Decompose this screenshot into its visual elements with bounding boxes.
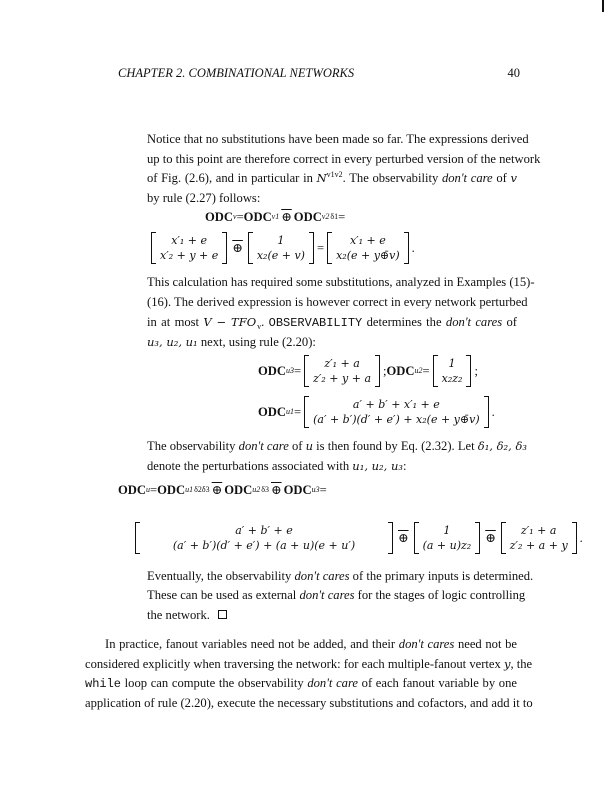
text-run: determines the <box>362 315 446 329</box>
matrix <box>501 522 577 554</box>
text-run: need not be <box>454 637 517 651</box>
text-run: = <box>294 405 302 419</box>
text-run: The observability <box>147 439 239 453</box>
text-line <box>147 607 517 623</box>
text-line <box>85 675 517 691</box>
text-line <box>147 334 517 350</box>
text-run-tt: while <box>85 677 122 691</box>
text-run: = <box>236 210 244 224</box>
text-run-m: δ₁, δ₂, δ₃ <box>477 439 527 453</box>
text-run: Eventually, the observability <box>147 569 295 583</box>
text-run: : <box>402 459 407 473</box>
matrix-entry: x′₁ + e <box>349 234 386 247</box>
matrix <box>248 232 314 264</box>
equation: ODC u = ODC u1 δ2δ3 ⊕ ODC u2 δ3 ⊕ ODC u3 = <box>118 483 327 497</box>
matrix-entry: z′₁ + a <box>324 357 360 370</box>
text-run-m: u <box>305 439 314 453</box>
text-line <box>147 314 517 330</box>
text-run-sub: v <box>257 322 262 331</box>
matrix-entry: z′₁ + a <box>520 524 557 537</box>
text-run: = <box>316 241 325 255</box>
text-run-sup: v1v2 <box>326 170 343 179</box>
text-run: in at most <box>147 315 204 329</box>
qed-square-icon <box>218 610 227 619</box>
text-run-m: u₁, u₂, u₃ <box>352 459 403 473</box>
text-line <box>105 636 517 652</box>
text-run: , the <box>510 657 533 671</box>
text-line <box>147 151 541 167</box>
matrix-entry: x′₂ + y + e <box>160 249 219 262</box>
matrix <box>433 355 472 387</box>
text-run: . The observability <box>342 171 442 185</box>
text-run: of <box>288 439 306 453</box>
text-line <box>147 458 517 474</box>
text-run: . <box>579 531 583 545</box>
text-run: considered explicitly when traversing the network: for each multiple-fanout vertex <box>85 657 504 671</box>
equation <box>132 522 583 554</box>
text-run: of Fig. (2.6), and in particular in <box>147 171 317 185</box>
text-line <box>147 568 534 584</box>
text-run-i: don't care <box>238 439 289 453</box>
text-line <box>147 170 517 186</box>
text-run: (16). The derived expression is however correct in every network perturbed <box>147 295 528 309</box>
matrix-entry: a′ + b′ + x′₁ + e <box>352 398 440 411</box>
text-run-xnor: ⊕ <box>281 210 292 224</box>
text-run: up to this point are therefore correct in every perturbed version of the network <box>147 152 541 166</box>
text-run-i: don't cares <box>445 315 503 329</box>
equation: ODC u3 = z′₁ + a z′₂ + y + a ; ODC u2 = 1 x₂z₂ ; <box>258 357 478 385</box>
text-line <box>85 656 533 672</box>
text-run: In practice, fanout variables need not be added, and their <box>105 637 399 651</box>
text-run-xnor: ⊕ <box>232 241 243 255</box>
text-run-xnor: ⊕ <box>271 483 282 497</box>
text-run: These can be used as external <box>147 588 300 602</box>
math-operator: ODC <box>157 483 186 497</box>
text-run: next, using rule (2.20): <box>197 335 316 349</box>
text-run: the network. <box>147 608 210 622</box>
text-run: . <box>491 405 495 419</box>
text-run: of <box>492 171 511 185</box>
matrix-entry: x₂z₂ <box>441 372 463 385</box>
matrix-entry: z′₂ + a + y <box>509 539 568 552</box>
matrix <box>304 355 380 387</box>
matrix-entry: (a′ + b′)(d′ + e′) + (a + u)(e + u′) <box>172 539 356 552</box>
text-run-i: don't care <box>441 171 493 185</box>
text-run: by rule (2.27) follows: <box>147 191 261 205</box>
equation: ODC u1 = a′ + b′ + x′₁ + e (a′ + b′)(d′ + e′) + x₂(e + y⊕̄v) . <box>258 398 495 426</box>
text-run: Notice that no substitutions have been made so far. The expressions derived <box>147 132 529 146</box>
text-run: = <box>422 364 430 378</box>
chapter-title: CHAPTER 2. COMBINATIONAL NETWORKS <box>118 66 355 80</box>
text-run: is then found by Eq. (2.32). Let <box>313 439 478 453</box>
text-run: This calculation has required some substitutions, analyzed in Examples (15)- <box>147 275 535 289</box>
matrix <box>151 232 227 264</box>
text-line <box>85 695 533 711</box>
matrix-entry: a′ + b′ + e <box>235 524 293 537</box>
text-line <box>147 190 517 206</box>
text-run: ; <box>383 364 387 378</box>
math-operator: ODC <box>258 405 286 419</box>
text-run: . <box>411 241 415 255</box>
matrix-entry: (a + u)z₂ <box>422 539 472 552</box>
math-operator: ODC <box>224 483 253 497</box>
text-run-tt: OBSERVABILITY <box>268 316 363 330</box>
matrix-entry: 1 <box>277 234 285 247</box>
text-line <box>147 587 526 603</box>
text-run: application of rule (2.20), execute the necessary substitutions and cofactors, and add it to <box>85 696 533 710</box>
text-run-xnor: ⊕ <box>485 531 496 545</box>
running-header <box>118 66 520 81</box>
text-line <box>147 274 535 290</box>
text-run-xnor: ⊕ <box>211 483 223 497</box>
equation: ODC v = ODC v1 ⊕ ODC v2 δ1 = <box>205 210 346 224</box>
text-run-m: N <box>316 171 327 185</box>
text-run-m: V − TFO <box>203 315 257 329</box>
text-run-m: u₃, u₂, u₁ <box>147 335 198 349</box>
text-line <box>147 438 527 454</box>
math-operator: ODC <box>243 210 272 224</box>
math-operator: ODC <box>205 210 233 224</box>
text-run: . <box>261 315 269 329</box>
math-operator: ODC <box>258 364 286 378</box>
page-number: 40 <box>507 66 520 80</box>
matrix-entry: x₂(e + v) <box>256 249 305 262</box>
math-operator: ODC <box>118 483 146 497</box>
text-run: = <box>150 483 158 497</box>
text-run: denote the perturbations associated with <box>147 459 353 473</box>
text-run: = <box>294 364 302 378</box>
math-operator: ODC <box>293 210 322 224</box>
matrix-entry: x₂(e + y⊕̄v) <box>336 249 400 262</box>
text-line <box>147 131 529 147</box>
text-run: = <box>338 210 346 224</box>
text-run: = <box>319 483 327 497</box>
page-edge-mark <box>602 0 604 12</box>
text-line <box>147 294 528 310</box>
matrix-entry: z′₂ + y + a <box>313 372 372 385</box>
text-run: of each fanout variable by one <box>357 676 517 690</box>
text-run-i: don't care <box>307 676 358 690</box>
text-run-i: don't cares <box>299 588 355 602</box>
equation <box>148 232 415 264</box>
math-operator: ODC <box>283 483 312 497</box>
text-run: of the primary inputs is determined. <box>349 569 534 583</box>
text-run: ; <box>474 364 478 378</box>
text-run-i: don't cares <box>398 637 455 651</box>
text-run-m: v <box>510 171 518 185</box>
matrix-entry: x′₁ + e <box>171 234 208 247</box>
text-run: loop can compute the observability <box>121 676 308 690</box>
matrix <box>414 522 481 554</box>
text-run-i: don't cares <box>294 569 350 583</box>
text-run-xnor: ⊕ <box>398 531 409 545</box>
text-run-m: y <box>503 657 511 671</box>
matrix <box>135 522 393 554</box>
text-run: of <box>502 315 518 329</box>
matrix-entry: 1 <box>448 357 456 370</box>
matrix-entry: (a′ + b′)(d′ + e′) + x₂(e + y⊕̄v) <box>313 413 480 426</box>
matrix <box>327 232 409 264</box>
text-run: for the stages of logic controlling <box>354 588 526 602</box>
math-operator: ODC <box>386 364 415 378</box>
matrix-entry: 1 <box>443 524 451 537</box>
matrix <box>304 396 489 428</box>
